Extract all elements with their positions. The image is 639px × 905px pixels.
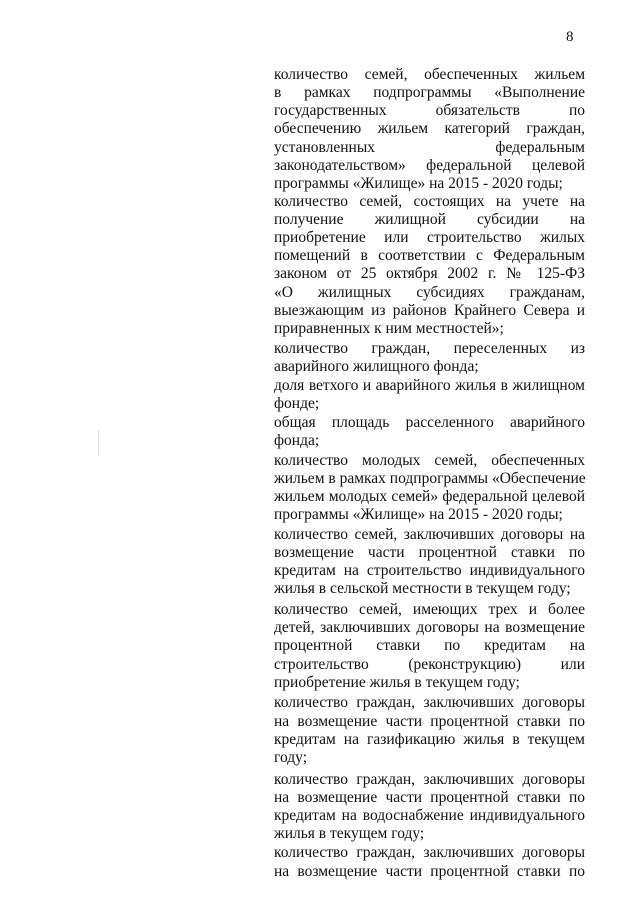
text-line: обеспечению жильем категорий граждан, xyxy=(274,120,585,137)
text-line: кредитам на газификацию жилья в текущем xyxy=(274,731,585,748)
text-line: «О жилищных субсидиях гражданам, xyxy=(274,284,585,301)
text-line: доля ветхого и аварийного жилья в жилищном xyxy=(274,377,585,394)
text-line: программы «Жилище» на 2015 - 2020 годы; xyxy=(274,506,563,523)
scan-artifact-line xyxy=(98,430,99,456)
text-line: государственных обязательств по xyxy=(274,102,585,119)
text-line: на возмещение части процентной ставки по xyxy=(274,713,585,730)
text-line: аварийного жилищного фонда; xyxy=(274,358,479,375)
text-line: жилья в текущем году; xyxy=(274,825,425,842)
text-line: фонда; xyxy=(274,432,320,449)
text-line: получение жилищной субсидии на xyxy=(274,211,585,228)
text-line: на возмещение части процентной ставки по xyxy=(274,789,585,806)
text-line: приобретение или строительство жилых xyxy=(274,229,585,246)
text-line: строительство (реконструкцию) или xyxy=(274,656,585,673)
text-line: приобретение жилья в текущем году; xyxy=(274,674,520,691)
text-line: фонде; xyxy=(274,395,320,412)
text-line: законом от 25 октября 2002 г. № 125-ФЗ xyxy=(274,265,585,282)
text-line: кредитам на водоснабжение индивидуального xyxy=(274,807,585,824)
text-line: жильем в рамках подпрограммы «Обеспечение xyxy=(274,470,586,487)
text-line: жилья в сельской местности в текущем году; xyxy=(274,580,571,597)
text-line: количество семей, обеспеченных жильем xyxy=(274,66,585,83)
text-line: жильем молодых семей» федеральной целевой xyxy=(274,488,585,505)
text-line: детей, заключивших договоры на возмещение xyxy=(274,619,585,636)
text-line: на возмещение части процентной ставки по xyxy=(274,863,585,880)
text-line: количество граждан, заключивших договоры xyxy=(274,844,585,861)
text-line: количество граждан, заключивших договоры xyxy=(274,771,585,788)
text-line: количество граждан, заключивших договоры xyxy=(274,694,585,711)
text-line: законодательством» федеральной целевой xyxy=(274,157,585,174)
text-line: году; xyxy=(274,749,308,766)
text-line: количество граждан, переселенных из xyxy=(274,340,585,357)
text-line: количество семей, имеющих трех и более xyxy=(274,601,585,618)
text-line: в рамках подпрограммы «Выполнение xyxy=(274,84,585,101)
text-line: количество семей, состоящих на учете на xyxy=(274,193,585,210)
text-line: возмещение части процентной ставки по xyxy=(274,544,585,561)
text-line: общая площадь расселенного аварийного xyxy=(274,414,585,431)
text-line: кредитам на строительство индивидуального xyxy=(274,562,585,579)
text-line: установленных федеральным xyxy=(274,139,585,156)
text-line: выезжающим из районов Крайнего Севера и xyxy=(274,302,585,319)
page-number: 8 xyxy=(566,29,574,45)
text-line: количество семей, заключивших договоры на xyxy=(274,526,585,543)
text-line: приравненных к ним местностей»; xyxy=(274,320,504,337)
text-line: программы «Жилище» на 2015 - 2020 годы; xyxy=(274,175,563,192)
text-line: процентной ставки по кредитам на xyxy=(274,637,585,654)
text-line: количество молодых семей, обеспеченных xyxy=(274,452,585,469)
text-line: помещений в соответствии с Федеральным xyxy=(274,247,585,264)
